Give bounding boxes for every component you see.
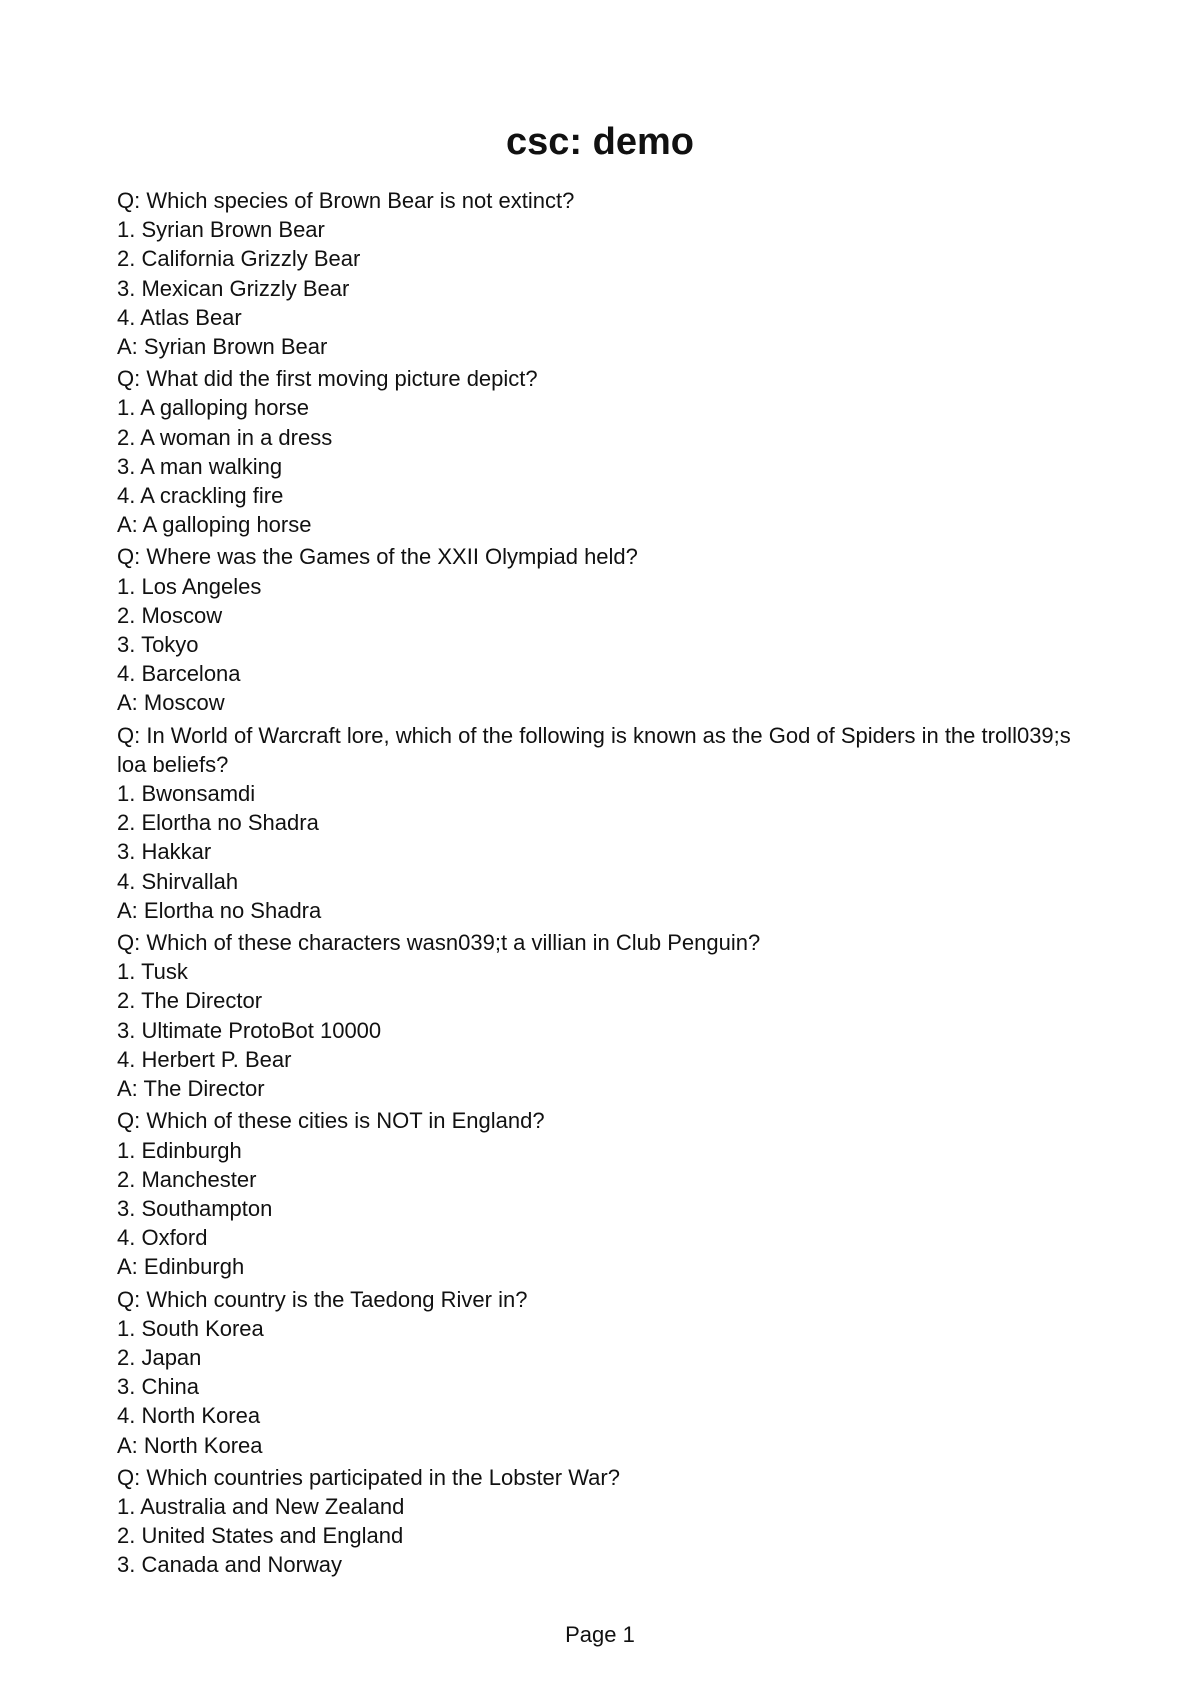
answer-option: 3. Ultimate ProtoBot 10000 [117, 1017, 382, 1043]
question-block [117, 186, 1077, 361]
correct-answer: A: Edinburgh [117, 1254, 245, 1280]
answer-option: 3. Canada and Norway [117, 1552, 343, 1578]
answer-option: 2. The Director [117, 988, 263, 1014]
answer-option: 4. A crackling fire [117, 483, 284, 509]
correct-answer: A: Syrian Brown Bear [117, 334, 328, 360]
answer-option: 2. Japan [117, 1344, 202, 1370]
question-text: Q: Which of these cities is NOT in England? [117, 1108, 545, 1134]
correct-answer: A: Moscow [117, 690, 225, 716]
answer-option: 1. Bwonsamdi [117, 781, 256, 807]
question-text: Q: In World of Warcraft lore, which of the following is known as the God of Spiders in the troll039;s loa beliefs? [117, 722, 1071, 777]
answer-option: 2. California Grizzly Bear [117, 246, 361, 272]
quiz-content [117, 186, 1077, 1580]
answer-option: 2. Moscow [117, 602, 223, 628]
answer-option: 4. Barcelona [117, 661, 241, 687]
answer-option: 3. China [117, 1374, 199, 1400]
question-text: Q: What did the first moving picture depict? [117, 366, 538, 392]
answer-option: 1. Los Angeles [117, 573, 262, 599]
question-block [117, 721, 1077, 925]
answer-option: 3. Southampton [117, 1195, 273, 1221]
answer-option: 4. North Korea [117, 1403, 261, 1429]
answer-option: 3. Hakkar [117, 839, 212, 865]
question-text: Q: Which species of Brown Bear is not extinct? [117, 188, 575, 213]
answer-option: 2. United States and England [117, 1523, 404, 1549]
question-text: Q: Where was the Games of the XXII Olympiad held? [117, 544, 638, 570]
answer-option: 2. Manchester [117, 1166, 257, 1192]
question-text: Q: Which countries participated in the Lobster War? [117, 1464, 620, 1490]
answer-option: 3. A man walking [117, 453, 283, 479]
correct-answer: A: The Director [117, 1076, 265, 1102]
answer-option: 4. Atlas Bear [117, 304, 242, 330]
answer-option: 1. Australia and New Zealand [117, 1493, 405, 1519]
answer-option: 1. A galloping horse [117, 395, 310, 421]
correct-answer: A: A galloping horse [117, 512, 312, 538]
question-block [117, 1463, 1077, 1580]
answer-option: 1. South Korea [117, 1315, 264, 1341]
question-block [117, 542, 1077, 717]
question-block [117, 928, 1077, 1103]
answer-option: 2. Elortha no Shadra [117, 810, 319, 836]
answer-option: 3. Tokyo [117, 632, 199, 658]
answer-option: 1. Tusk [117, 959, 188, 985]
correct-answer: A: North Korea [117, 1432, 263, 1458]
answer-option: 4. Shirvallah [117, 868, 239, 894]
question-block [117, 364, 1077, 539]
answer-option: 4. Oxford [117, 1225, 208, 1251]
question-text: Q: Which country is the Taedong River in? [117, 1286, 528, 1312]
answer-option: 1. Syrian Brown Bear [117, 217, 325, 243]
question-block [117, 1106, 1077, 1281]
question-text: Q: Which of these characters wasn039;t a villian in Club Penguin? [117, 930, 761, 956]
question-block [117, 1285, 1077, 1460]
answer-option: 4. Herbert P. Bear [117, 1046, 292, 1072]
answer-option: 3. Mexican Grizzly Bear [117, 275, 350, 301]
answer-option: 1. Edinburgh [117, 1137, 242, 1163]
page-number: Page 1 [565, 1622, 635, 1647]
correct-answer: A: Elortha no Shadra [117, 897, 322, 923]
answer-option: 2. A woman in a dress [117, 424, 333, 450]
page-title: csc: demo [506, 121, 694, 163]
